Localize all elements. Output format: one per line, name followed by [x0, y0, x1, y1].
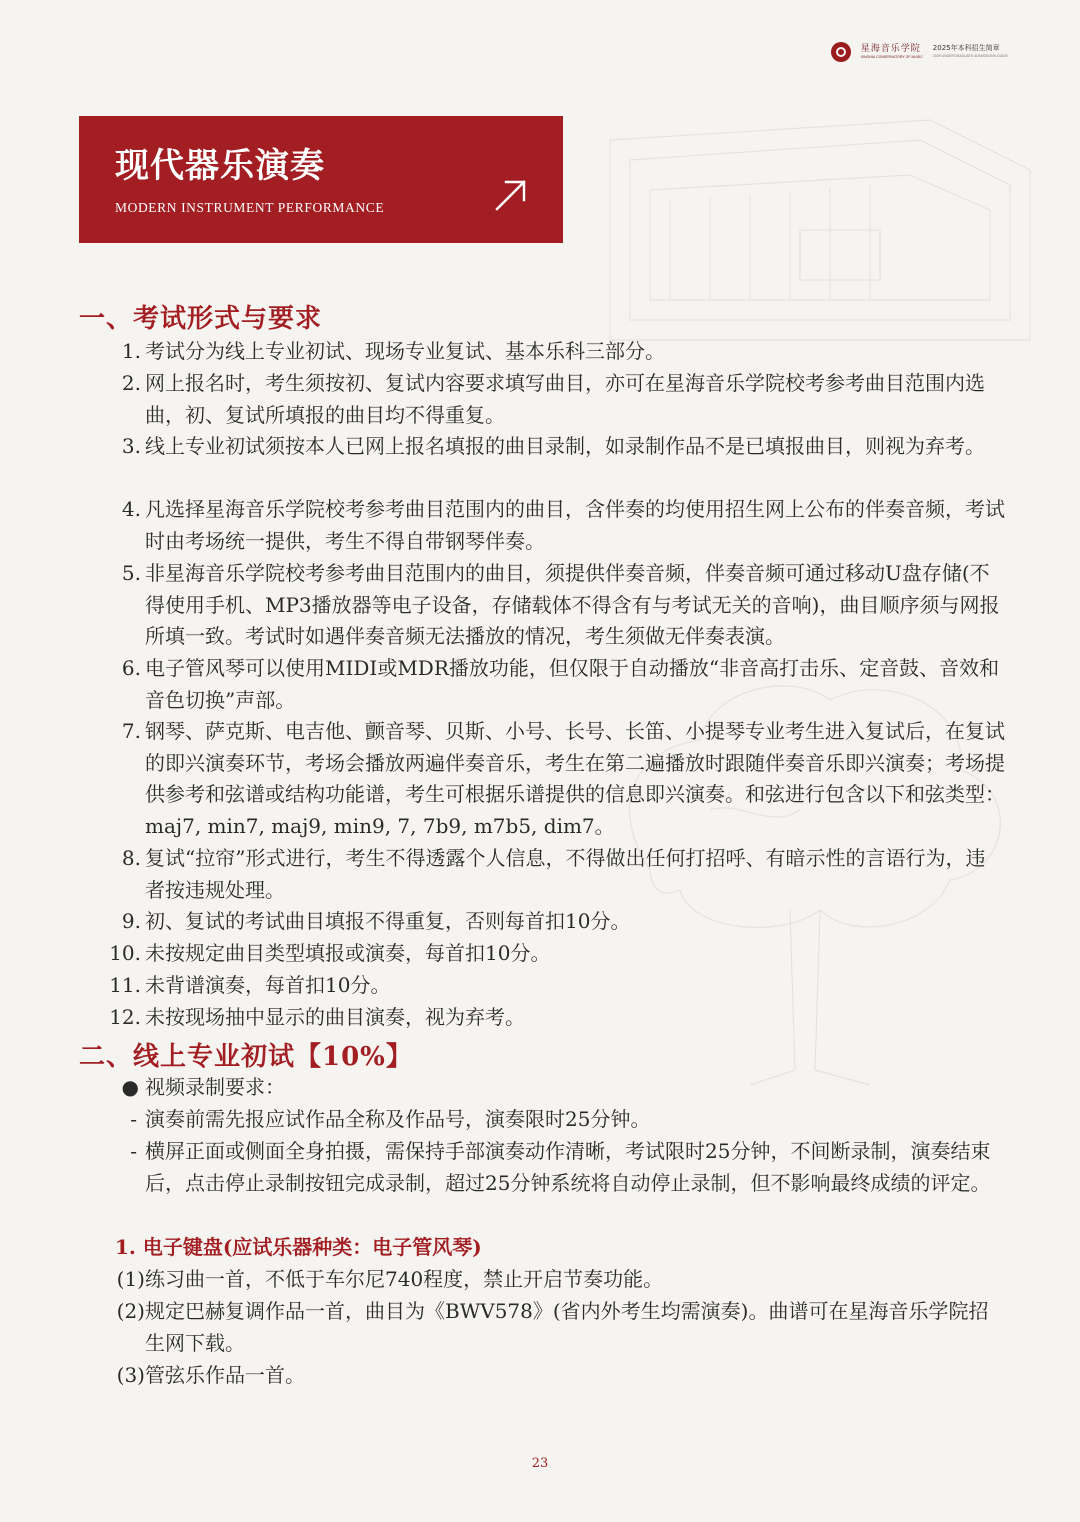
item-number: 7.: [121, 719, 141, 743]
school-logo: [861, 45, 923, 60]
item-text: 未按规定曲目类型填报或演奏，每首扣10分。: [145, 941, 551, 965]
item-text: 非星海音乐学院校考参考曲目范围内的曲目，须提供伴奏音频，伴奏音频可通过移动U盘存储(不得使用手机、MP3播放器等电子设备，存储载体不得含有与考试无关的音响)，曲目顺序须与网报所填一致。考试时如遇伴奏音频无法播放的情况，考生须做无伴奏表演。: [145, 561, 1000, 648]
item-text: 初、复试的考试曲目填报不得重复，否则每首扣10分。: [145, 909, 631, 933]
item-number: (3): [116, 1363, 145, 1387]
section-heading-exam-format: 一、考试形式与要求: [79, 304, 323, 334]
bullet-text: 视频录制要求：: [145, 1075, 285, 1099]
list-item: [121, 336, 1005, 368]
item-number: 11.: [109, 973, 141, 997]
item-text: 未背谱演奏，每首扣10分。: [145, 973, 391, 997]
item-number: 6.: [121, 656, 141, 680]
item-number: 1.: [121, 339, 141, 363]
header-title-block: [933, 45, 1008, 59]
list-item: [121, 494, 1005, 557]
item-number: 4.: [121, 497, 141, 521]
list-item: [121, 906, 1005, 938]
list-item: [121, 716, 1005, 842]
dash-item: [130, 1104, 1005, 1136]
item-text: 管弦乐作品一首。: [145, 1363, 305, 1387]
item-text: 凡选择星海音乐学院校考参考曲目范围内的曲目，含伴奏的均使用招生网上公布的伴奏音频，考试时由考场统一提供，考生不得自带钢琴伴奏。: [145, 497, 1005, 553]
logo-cn: 星海音乐学院: [860, 43, 921, 54]
item-number: 9.: [121, 909, 141, 933]
item-text: 考试分为线上专业初试、现场专业复试、基本乐科三部分。: [145, 339, 665, 363]
dash-text: 演奏前需先报应试作品全称及作品号，演奏限时25分钟。: [145, 1107, 651, 1131]
item-number: 10.: [109, 941, 141, 965]
item-number: 12.: [109, 1005, 141, 1029]
item-text: 规定巴赫复调作品一首，曲目为《BWV578》(省内外考生均需演奏)。曲谱可在星海音乐学院招生网下载。: [145, 1299, 989, 1355]
bullet-dot: ●: [121, 1075, 139, 1099]
logo-en: XINGHAI CONSERVATORY OF MUSIC: [860, 54, 923, 59]
banner-title: 现代器乐演奏: [115, 146, 325, 186]
section-heading-online-prelim: 二、线上专业初试【10%】: [79, 1042, 413, 1072]
item-text: 网上报名时，考生须按初、复试内容要求填写曲目，亦可在星海音乐学院校考参考曲目范围内选曲，初、复试所填报的曲目均不得重复。: [145, 371, 985, 427]
header-subtitle: 2025 UNDERGRADUATE ADMISSIONS GUIDE: [932, 54, 1008, 59]
item-text: 电子管风琴可以使用MIDI或MDR播放功能，但仅限于自动播放“非音高打击乐、定音鼓、音效和音色切换”声部。: [145, 656, 1000, 712]
item-text: 复试“拉帘”形式进行，考生不得透露个人信息，不得做出任何打招呼、有暗示性的言语行为，违者按违规处理。: [145, 846, 986, 902]
item-text: 未按现场抽中显示的曲目演奏，视为弃考。: [145, 1005, 525, 1029]
list-item: [109, 970, 1005, 1002]
item-number: 2.: [121, 371, 141, 395]
item-number: 8.: [121, 846, 141, 870]
sub-list-item: [116, 1296, 1005, 1359]
school-seal-icon: [831, 42, 851, 62]
item-number: 5.: [121, 561, 141, 585]
header-title: 2025年本科招生简章: [932, 44, 1000, 53]
list-item: [121, 653, 1005, 716]
dash-marker: -: [130, 1107, 137, 1131]
page-header: [831, 42, 1008, 62]
item-text: 练习曲一首，不低于车尔尼740程度，禁止开启节奏功能。: [145, 1267, 664, 1291]
list-item: [121, 843, 1005, 906]
bullet-item: [121, 1072, 1005, 1104]
item-number: 3.: [121, 434, 141, 458]
list-item: [109, 1002, 1005, 1034]
dash-item: [130, 1136, 1005, 1199]
page-number: 23: [531, 1456, 549, 1471]
subsection-heading-electronic-keyboard: 1. 电子键盘(应试乐器种类：电子管风琴): [115, 1235, 482, 1259]
list-item: [121, 368, 1005, 431]
list-item: [109, 938, 1005, 970]
title-banner: [79, 116, 563, 243]
list-item: [121, 558, 1005, 653]
sub-list-item: [116, 1360, 1005, 1392]
list-item: [121, 431, 1005, 463]
sub-list-item: [116, 1264, 1005, 1296]
banner-subtitle: MODERN INSTRUMENT PERFORMANCE: [115, 200, 385, 215]
item-number: (2): [116, 1299, 145, 1323]
item-number: (1): [116, 1267, 145, 1291]
dash-text: 横屏正面或侧面全身拍摄，需保持手部演奏动作清晰，考试限时25分钟，不间断录制，演奏结束后，点击停止录制按钮完成录制，超过25分钟系统将自动停止录制，但不影响最终成绩的评定。: [145, 1139, 991, 1195]
item-text: 线上专业初试须按本人已网上报名填报的曲目录制，如录制作品不是已填报曲目，则视为弃考。: [145, 434, 985, 458]
item-text: 钢琴、萨克斯、电吉他、颤音琴、贝斯、小号、长号、长笛、小提琴专业考生进入复试后，在复试的即兴演奏环节，考场会播放两遍伴奏音乐，考生在第二遍播放时跟随伴奏音乐即兴演奏；考场提供参考和弦谱或结构功能谱，考生可根据乐谱提供的信息即兴演奏。和弦进行包含以下和弦类型：maj7, min7, maj9, min9, 7, 7b9, m7b5, dim7。: [145, 719, 1005, 838]
dash-marker: -: [130, 1139, 137, 1163]
arrow-up-right-icon: [494, 178, 528, 212]
